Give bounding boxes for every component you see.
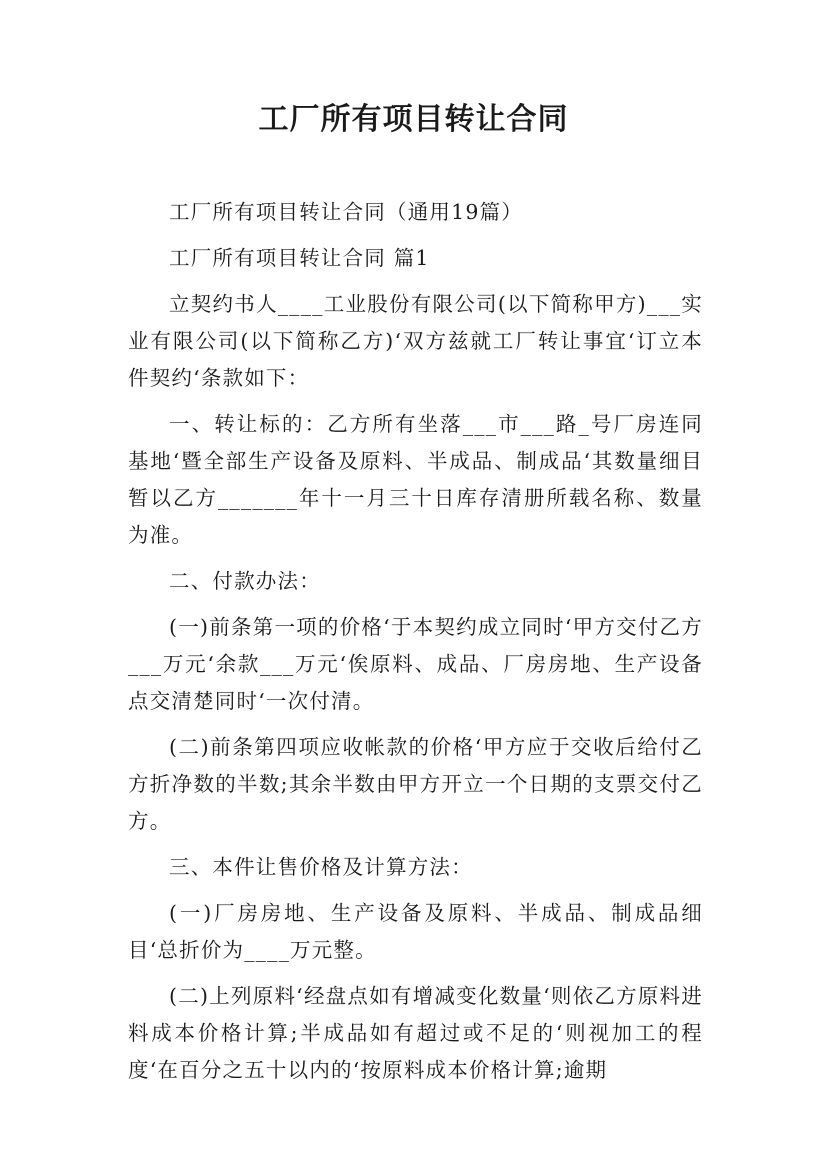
paragraph: 工厂所有项目转让合同（通用19篇） <box>169 200 523 224</box>
paragraph: (一)前条第一项的价格‘于本契约成立同时‘甲方交付乙方___万元‘余款___万元‘俟原料、成品、厂房房地、生产设备点交清楚同时‘一次付清。 <box>128 615 703 713</box>
paragraph: 三、本件让售价格及计算方法： <box>169 855 473 879</box>
paragraph: 立契约书人____工业股份有限公司(以下简称甲方)___实业有限公司(以下简称乙方)‘双方兹就工厂转让事宜‘订立本件契约‘条款如下： <box>128 292 703 390</box>
paragraph: 一、转让标的：乙方所有坐落___市___路_号厂房连同基地‘暨全部生产设备及原料、半成品、制成品‘其数量细目暂以乙方_______年十一月三十日库存清册所载名称、数量为准。 <box>128 412 703 547</box>
paragraph: (二)前条第四项应收帐款的价格‘甲方应于交收后给付乙方折净数的半数;其余半数由甲方开立一个日期的支票交付乙方。 <box>128 735 703 833</box>
paragraph: (一)厂房房地、生产设备及原料、半成品、制成品细目‘总折价为____万元整。 <box>128 901 703 962</box>
document-title: 工厂所有项目转让合同 <box>258 102 569 137</box>
paragraph: (二)上列原料‘经盘点如有增减变化数量‘则依乙方原料进料成本价格计算;半成品如有超过或不足的‘则视加工的程度‘在百分之五十以内的‘按原料成本价格计算;逾期 <box>128 984 703 1082</box>
paragraph: 二、付款办法： <box>169 569 321 593</box>
paragraph: 工厂所有项目转让合同 篇1 <box>169 246 430 270</box>
document-body <box>128 194 703 1098</box>
